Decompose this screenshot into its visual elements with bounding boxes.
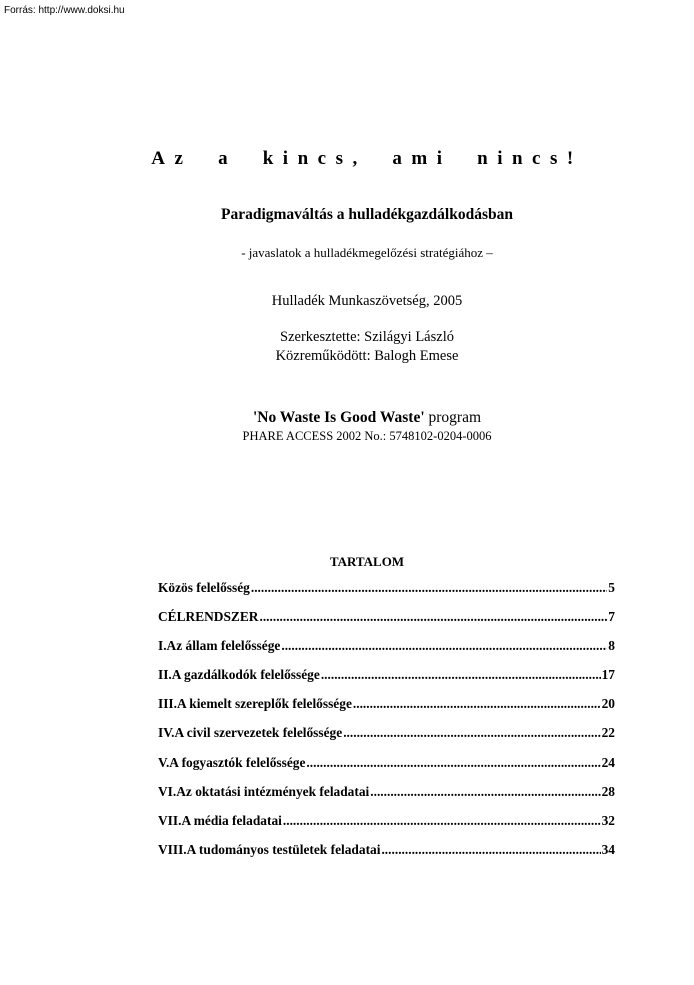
toc-leader-dots (353, 696, 601, 712)
toc-entry[interactable] (158, 580, 615, 609)
document-subtitle: Paradigmaváltás a hulladékgazdálkodásban (221, 206, 513, 223)
toc-entry-page: 32 (601, 812, 615, 828)
toc-heading: TARTALOM (329, 554, 405, 569)
document-subsubtitle: - javaslatok a hulladékmegelőzési stratégiához – (241, 245, 493, 260)
toc-entry-page: 7 (608, 609, 615, 625)
toc-entry[interactable] (158, 842, 615, 871)
toc-entry-label: VII.A média feladatai (158, 812, 282, 828)
toc-entry[interactable] (158, 638, 615, 667)
toc-entry-label: VIII.A tudományos testületek feladatai (158, 841, 381, 857)
toc-entry-label: IV.A civil szervezetek felelőssége (158, 725, 343, 741)
toc-entry[interactable] (158, 755, 615, 784)
toc-leader-dots (370, 784, 600, 800)
toc-entry-label: VI.Az oktatási intézmények feladatai (158, 783, 370, 799)
toc-entry-page: 22 (601, 725, 615, 741)
table-of-contents (158, 580, 615, 871)
organization-line: Hulladék Munkaszövetség, 2005 (271, 293, 463, 309)
toc-entry[interactable] (158, 667, 615, 696)
toc-entry-label: II.A gazdálkodók felelőssége (158, 667, 320, 683)
document-title: Az a kincs, ami nincs! (151, 148, 583, 169)
toc-leader-dots (321, 667, 601, 683)
contributor-line: Közreműködött: Balogh Emese (275, 348, 459, 364)
toc-entry-label: V.A fogyasztók felelőssége (158, 754, 306, 770)
toc-leader-dots (343, 725, 600, 741)
toc-entry-label: III.A kiemelt szereplők felelőssége (158, 696, 352, 712)
toc-entry-label: Közös felelősség (158, 580, 250, 595)
phare-line: PHARE ACCESS 2002 No.: 5748102-0204-0006 (242, 429, 492, 443)
toc-entry-page: 17 (601, 667, 615, 683)
toc-leader-dots (381, 842, 600, 858)
toc-leader-dots (259, 609, 607, 625)
editor-line: Szerkesztette: Szilágyi László (280, 329, 454, 345)
toc-leader-dots (283, 813, 601, 829)
toc-entry-label: I.Az állam felelőssége (158, 638, 281, 654)
toc-entry-page: 34 (601, 841, 615, 857)
source-url: Forrás: http://www.doksi.hu (4, 5, 125, 16)
program-suffix: program (424, 409, 482, 426)
toc-leader-dots (251, 580, 607, 596)
toc-leader-dots (281, 638, 607, 654)
toc-entry[interactable] (158, 725, 615, 754)
toc-entry-page: 20 (601, 696, 615, 712)
toc-entry-page: 28 (601, 783, 615, 799)
toc-leader-dots (306, 755, 600, 771)
toc-entry-label: CÉLRENDSZER (158, 609, 259, 625)
toc-entry[interactable] (158, 813, 615, 842)
toc-entry-page: 5 (608, 580, 615, 595)
program-line (140, 409, 594, 427)
toc-entry-page: 24 (601, 754, 615, 770)
toc-entry[interactable] (158, 696, 615, 725)
toc-entry[interactable] (158, 609, 615, 638)
toc-entry[interactable] (158, 784, 615, 813)
toc-entry-page: 8 (608, 638, 615, 654)
program-name: 'No Waste Is Good Waste' (252, 409, 425, 426)
